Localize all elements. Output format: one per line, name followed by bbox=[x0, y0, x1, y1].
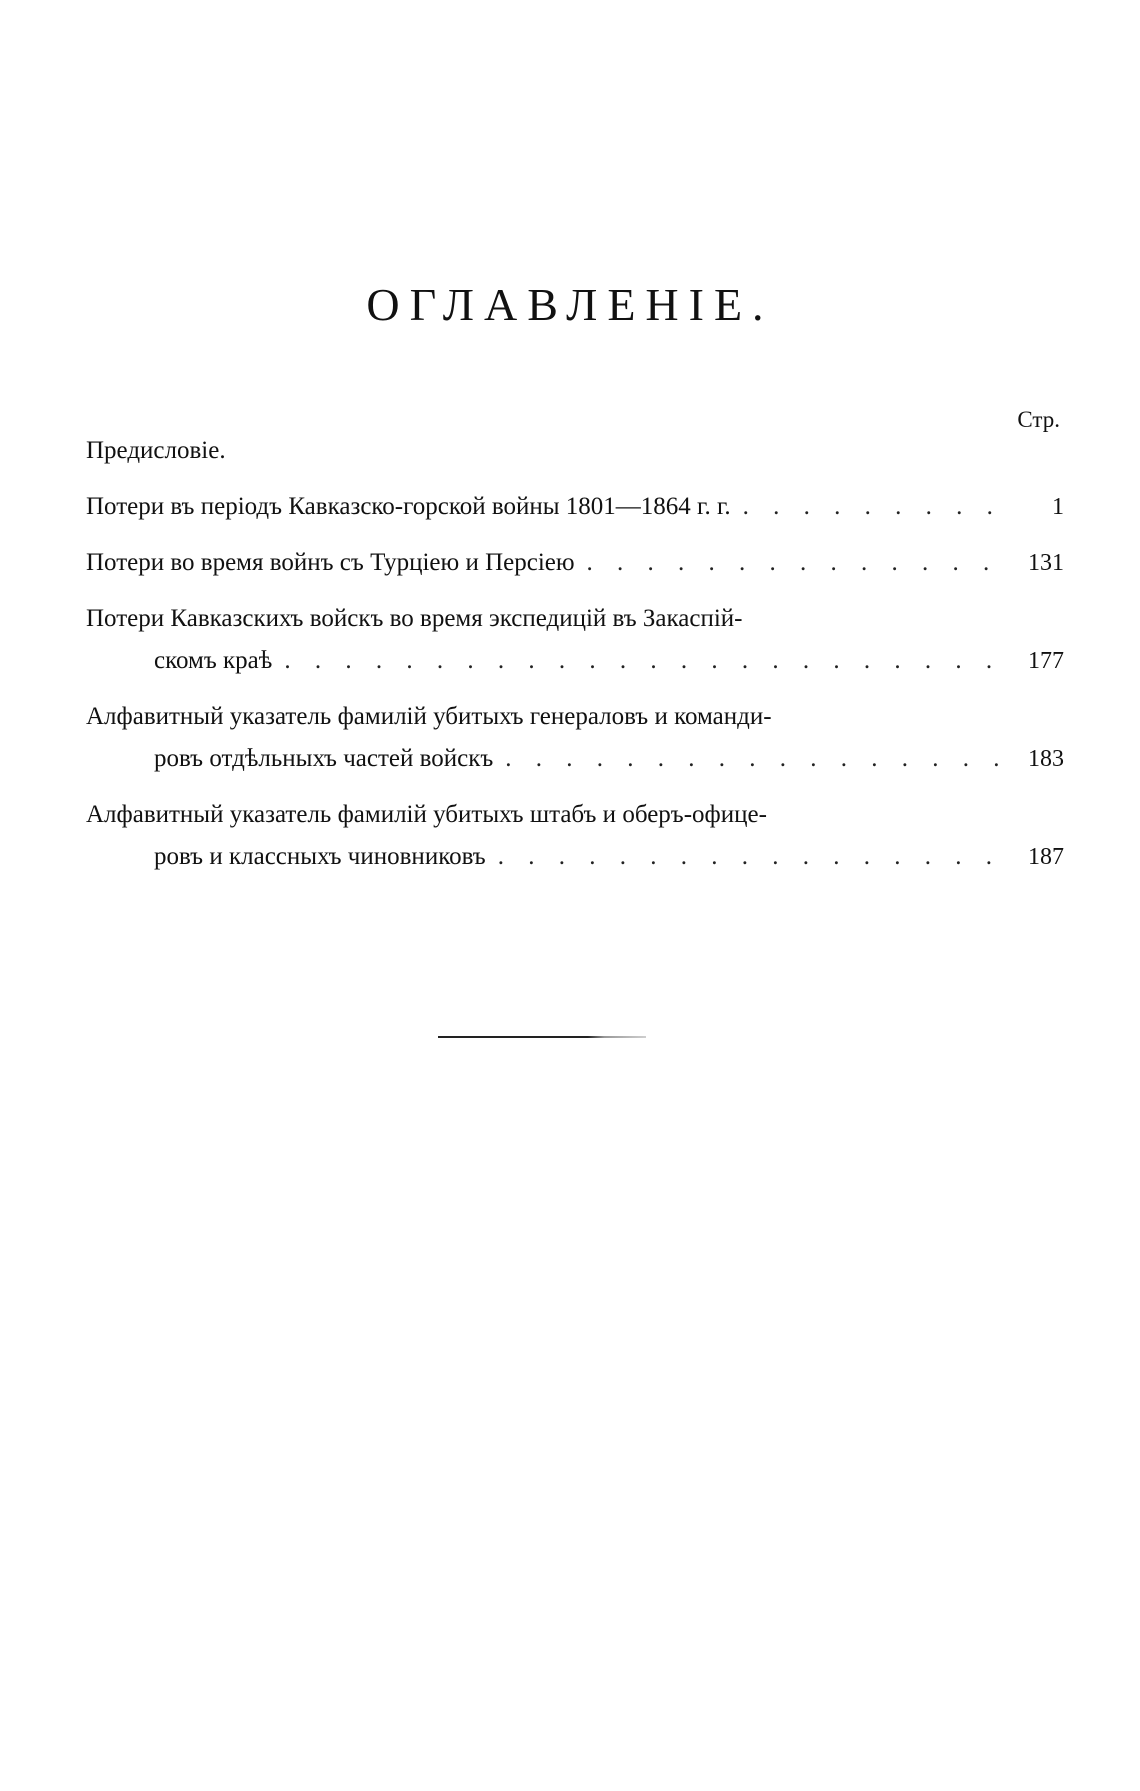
leader-dots bbox=[587, 542, 1008, 584]
leader-dots bbox=[743, 486, 1008, 528]
leader-dots bbox=[284, 640, 1008, 682]
page-column-header: Стр. bbox=[1017, 407, 1060, 432]
toc-entry-title: Алфавитный указатель фамилій убитыхъ штабъ и оберъ-офице- bbox=[86, 801, 767, 828]
toc-line-continuation bbox=[86, 738, 1064, 780]
toc-line bbox=[86, 598, 1064, 640]
toc-entry bbox=[86, 696, 1064, 780]
toc-entry bbox=[86, 542, 1064, 584]
toc-entry-title-continuation: скомъ краѣ bbox=[154, 647, 273, 674]
toc-line bbox=[86, 542, 1064, 584]
table-of-contents bbox=[86, 430, 1064, 878]
toc-line bbox=[86, 486, 1064, 528]
toc-entry-title: Потери Кавказскихъ войскъ во время экспедицій въ Закаспій- bbox=[86, 605, 743, 632]
toc-entry-title: Потери въ періодъ Кавказско-горской войны 1801—1864 г. г. bbox=[86, 493, 731, 520]
toc-entry-title: Предисловіе. bbox=[86, 437, 226, 464]
toc-page-number: 183 bbox=[1028, 746, 1064, 772]
toc-page-number: 187 bbox=[1028, 844, 1064, 870]
toc-entry-title: Потери во время войнъ съ Турціею и Персіею bbox=[86, 549, 575, 576]
toc-line bbox=[86, 794, 1064, 836]
toc-entry bbox=[86, 598, 1064, 682]
toc-line bbox=[86, 430, 1064, 472]
toc-line bbox=[86, 696, 1064, 738]
toc-entry bbox=[86, 794, 1064, 878]
toc-entry-title-continuation: ровъ отдѣльныхъ частей войскъ bbox=[154, 745, 494, 772]
toc-page-number: 1 bbox=[1052, 494, 1064, 520]
toc-entry-preface bbox=[86, 430, 1064, 472]
toc-entry-title-continuation: ровъ и классныхъ чиновниковъ bbox=[154, 843, 486, 870]
page-title: ОГЛАВЛЕНІЕ. bbox=[366, 279, 774, 330]
toc-line-continuation bbox=[86, 836, 1064, 878]
leader-dots bbox=[505, 738, 1008, 780]
closing-rule-divider bbox=[438, 1036, 646, 1038]
toc-page-number: 131 bbox=[1028, 550, 1064, 576]
toc-entry-title: Алфавитный указатель фамилій убитыхъ генераловъ и команди- bbox=[86, 703, 772, 730]
toc-line-continuation bbox=[86, 640, 1064, 682]
toc-page-number: 177 bbox=[1028, 648, 1064, 674]
toc-entry bbox=[86, 486, 1064, 528]
leader-dots bbox=[498, 836, 1008, 878]
